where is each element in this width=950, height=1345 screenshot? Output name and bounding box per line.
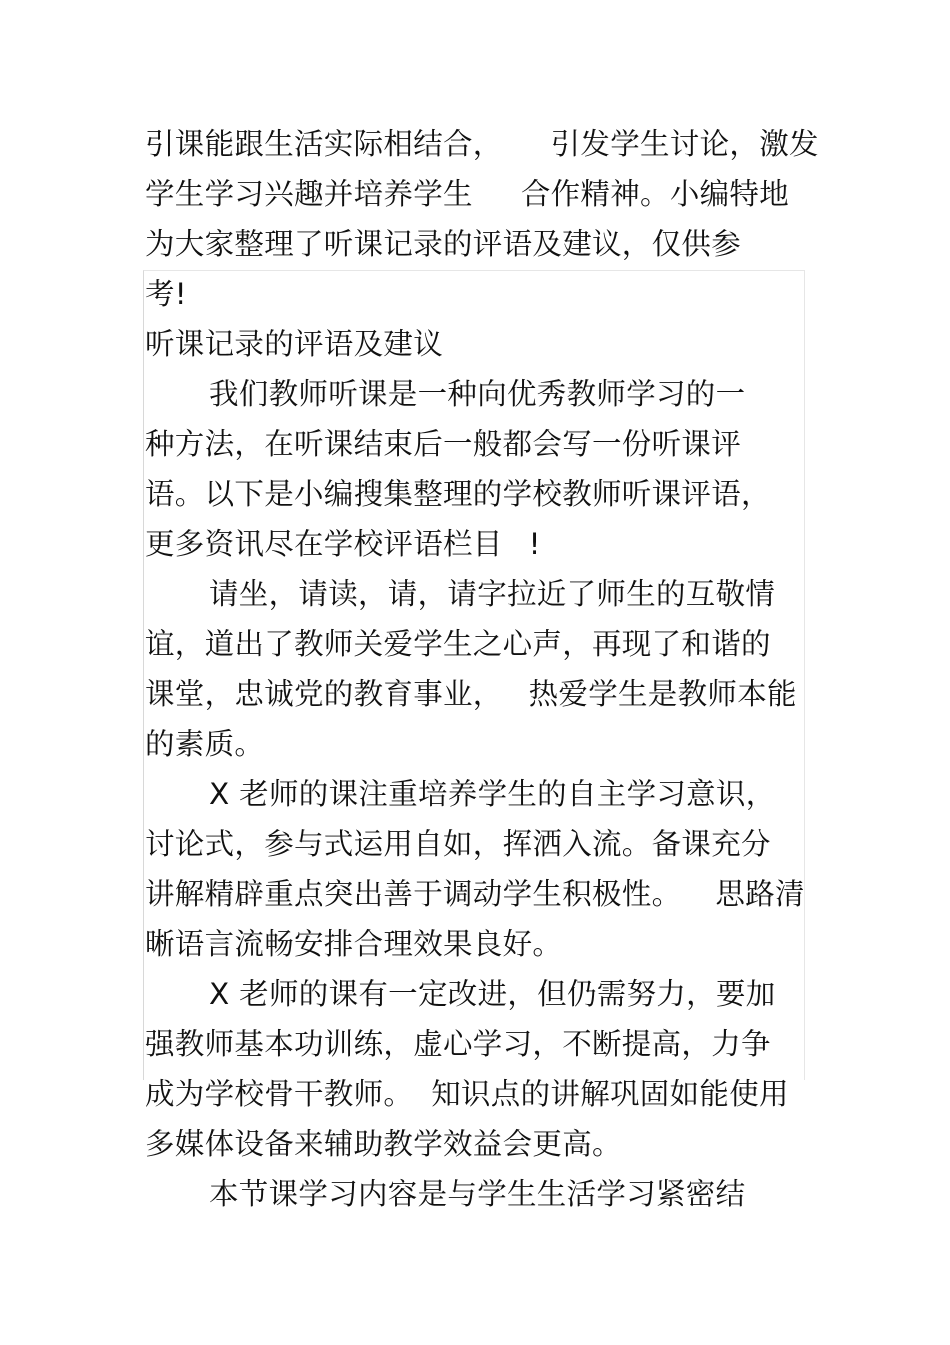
para3-line-2: 讨论式，参与式运用自如，挥洒入流。备课充分 xyxy=(145,827,771,861)
para4-text: 成为学校骨干教师。 xyxy=(145,1077,414,1111)
para2-line-4: 的素质。 xyxy=(145,727,265,761)
para2-text: 热爱学生是教师本能 xyxy=(528,677,797,711)
para4-line-1: X 老师的课有一定改进，但仍需努力，要加 xyxy=(209,977,776,1011)
para4-line-2: 强教师基本功训练，虚心学习，不断提高，力争 xyxy=(145,1027,771,1061)
para4-line-4: 多媒体设备来辅助教学效益会更高。 xyxy=(145,1127,622,1161)
intro-line-1 xyxy=(145,127,819,161)
para1-line-4 xyxy=(145,527,541,561)
intro-line-4: 考! xyxy=(145,277,187,311)
intro-text: 合作精神。小编特地 xyxy=(520,177,790,211)
para1-line-3: 语。以下是小编搜集整理的学校教师听课评语， xyxy=(145,477,771,511)
intro-line-2 xyxy=(145,177,789,211)
para1-text: ! xyxy=(528,527,541,561)
intro-line-3: 为大家整理了听课记录的评语及建议，仅供参 xyxy=(145,227,742,261)
para3-text: 讲解精辟重点突出善于调动学生积极性。 xyxy=(145,877,682,911)
para2-line-3 xyxy=(145,677,797,711)
para2-line-1: 请坐，请读，请，请字拉近了师生的互敬情 xyxy=(209,577,776,611)
para5-line-1: 本节课学习内容是与学生生活学习紧密结 xyxy=(209,1177,746,1211)
para2-line-2: 谊，道出了教师关爱学生之心声，再现了和谐的 xyxy=(145,627,771,661)
para4-text: 知识点的讲解巩固如能使用 xyxy=(431,1077,789,1111)
para3-text: 思路清 xyxy=(715,877,805,911)
intro-text: 学生学习兴趣并培养学生 xyxy=(145,177,473,211)
para3-line-1: X 老师的课注重培养学生的自主学习意识， xyxy=(209,777,776,811)
para3-line-4: 晰语言流畅安排合理效果良好。 xyxy=(145,927,563,961)
para1-line-2: 种方法，在听课结束后一般都会写一份听课评 xyxy=(145,427,742,461)
section-heading: 听课记录的评语及建议 xyxy=(145,327,444,361)
para2-text: 课堂，忠诚党的教育事业， xyxy=(145,677,503,711)
para3-line-3 xyxy=(145,877,805,911)
para4-line-3 xyxy=(145,1077,789,1111)
intro-text: 引课能跟生活实际相结合， xyxy=(145,127,503,161)
para1-text: 更多资讯尽在学校评语栏目 xyxy=(145,527,503,561)
intro-text: 引发学生讨论，激发 xyxy=(550,127,819,161)
para1-line-1: 我们教师听课是一种向优秀教师学习的一 xyxy=(209,377,746,411)
